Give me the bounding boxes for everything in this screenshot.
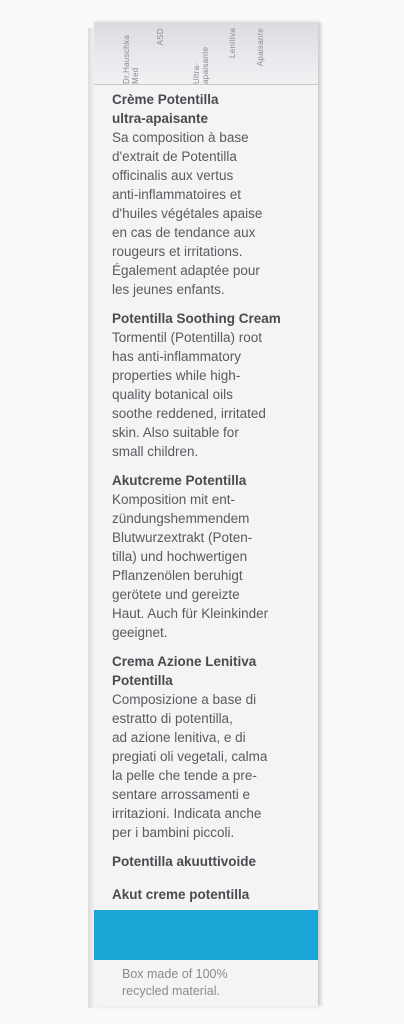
- box-top-flap: [94, 22, 318, 85]
- section-french: [112, 90, 312, 299]
- section-english: [112, 309, 312, 461]
- blue-color-band: [94, 910, 318, 960]
- section-text: Composizione a base di estratto di potentilla, ad azione lenitiva, e di pregiati oli vegetali, calma la pelle che tende a pre- sentare arrossamenti e irritazioni. Indicata anche per i bambini piccoli.: [112, 692, 268, 840]
- section-text: Sa composition à base d'extrait de Potentilla officinalis aux vertus anti-inflammatoires et d'huiles végétales apaise en cas de tendance aux rougeurs et irritations. Également adaptée pour les jeunes enfants.: [112, 130, 263, 297]
- section-text: Tormentil (Potentilla) root has anti-inflammatory properties while high- quality botanical oils soothe reddened, irritated skin. Also suitable for small children.: [112, 330, 266, 459]
- top-flap-line: Apaisante: [256, 28, 265, 67]
- section-heading: Crema Azione Lenitiva Potentilla: [112, 654, 257, 688]
- text-panel: [112, 90, 312, 918]
- section-heading: Potentilla Soothing Cream: [112, 311, 281, 326]
- product-box-side: [94, 22, 318, 1006]
- section-german: [112, 471, 312, 642]
- recycle-note: Box made of 100% recycled material.: [122, 967, 228, 998]
- box-edge-shadow: [318, 22, 324, 1006]
- section-italian: [112, 652, 312, 842]
- finnish-name: Potentilla akuuttivoide: [112, 854, 257, 869]
- top-flap-line: Ultra-apaisante: [192, 46, 210, 84]
- section-text: Komposition mit ent- zündungshemmendem Blutwurzextrakt (Poten- tilla) und hochwertigen Pflanzenölen beruhigt gerötete und gereizte Haut. Auch für Kleinkinder geeignet.: [112, 492, 269, 640]
- top-flap-line: ASD: [156, 28, 165, 46]
- section-heading: Akutcreme Potentilla: [112, 473, 247, 488]
- top-flap-line: Dr.Hauschka Med: [122, 34, 140, 84]
- section-heading: Crème Potentilla ultra-apaisante: [112, 92, 219, 126]
- danish-name: Akut creme potentilla: [112, 887, 250, 902]
- top-flap-line: Lenitiva: [228, 28, 237, 58]
